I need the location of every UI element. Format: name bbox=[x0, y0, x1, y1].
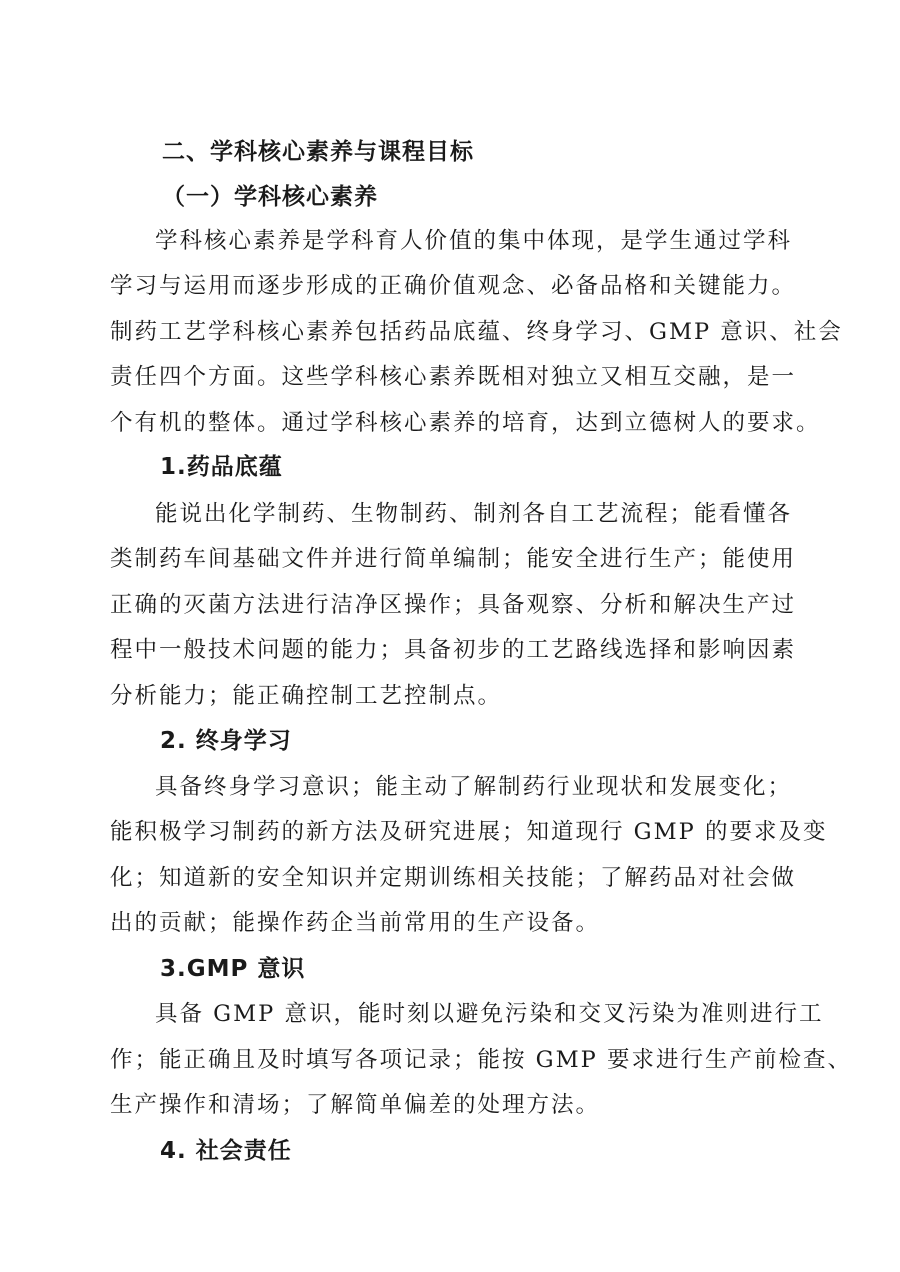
paragraph-line: 具备终身学习意识；能主动了解制药行业现状和发展变化； bbox=[155, 774, 793, 800]
paragraph-line: 能说出化学制药、生物制药、制剂各自工艺流程；能看懂各 bbox=[155, 501, 793, 527]
item-heading: 2. 终身学习 bbox=[160, 728, 292, 754]
paragraph-line: 化；知道新的安全知识并定期训练相关技能；了解药品对社会做 bbox=[110, 865, 797, 891]
paragraph-line: 分析能力；能正确控制工艺控制点。 bbox=[110, 683, 503, 709]
paragraph-line: 能积极学习制药的新方法及研究进展；知道现行 GMP 的要求及变 bbox=[110, 819, 828, 845]
subsection-title: （一）学科核心素养 bbox=[162, 184, 378, 210]
paragraph-line: 学习与运用而逐步形成的正确价值观念、必备品格和关键能力。 bbox=[110, 273, 797, 299]
paragraph-line: 程中一般技术问题的能力；具备初步的工艺路线选择和影响因素 bbox=[110, 637, 797, 663]
paragraph-line: 个有机的整体。通过学科核心素养的培育，达到立德树人的要求。 bbox=[110, 410, 821, 436]
paragraph-line: 出的贡献；能操作药企当前常用的生产设备。 bbox=[110, 910, 601, 936]
paragraph-line: 制药工艺学科核心素养包括药品底蕴、终身学习、GMP 意识、社会 bbox=[110, 319, 843, 345]
section-title: 二、学科核心素养与课程目标 bbox=[162, 139, 474, 165]
item-heading: 4. 社会责任 bbox=[160, 1138, 292, 1164]
paragraph-line: 类制药车间基础文件并进行简单编制；能安全进行生产；能使用 bbox=[110, 546, 797, 572]
paragraph-line: 作；能正确且及时填写各项记录；能按 GMP 要求进行生产前检查、 bbox=[110, 1047, 852, 1073]
paragraph-line: 责任四个方面。这些学科核心素养既相对独立又相互交融，是一 bbox=[110, 364, 797, 390]
paragraph-line: 生产操作和清场；了解简单偏差的处理方法。 bbox=[110, 1092, 601, 1118]
paragraph-line: 学科核心素养是学科育人价值的集中体现，是学生通过学科 bbox=[155, 228, 793, 254]
item-heading: 3.GMP 意识 bbox=[160, 956, 306, 982]
item-heading: 1.药品底蕴 bbox=[160, 454, 283, 480]
paragraph-line: 具备 GMP 意识，能时刻以避免污染和交叉污染为准则进行工 bbox=[155, 1001, 824, 1027]
paragraph-line: 正确的灭菌方法进行洁净区操作；具备观察、分析和解决生产过 bbox=[110, 592, 797, 618]
